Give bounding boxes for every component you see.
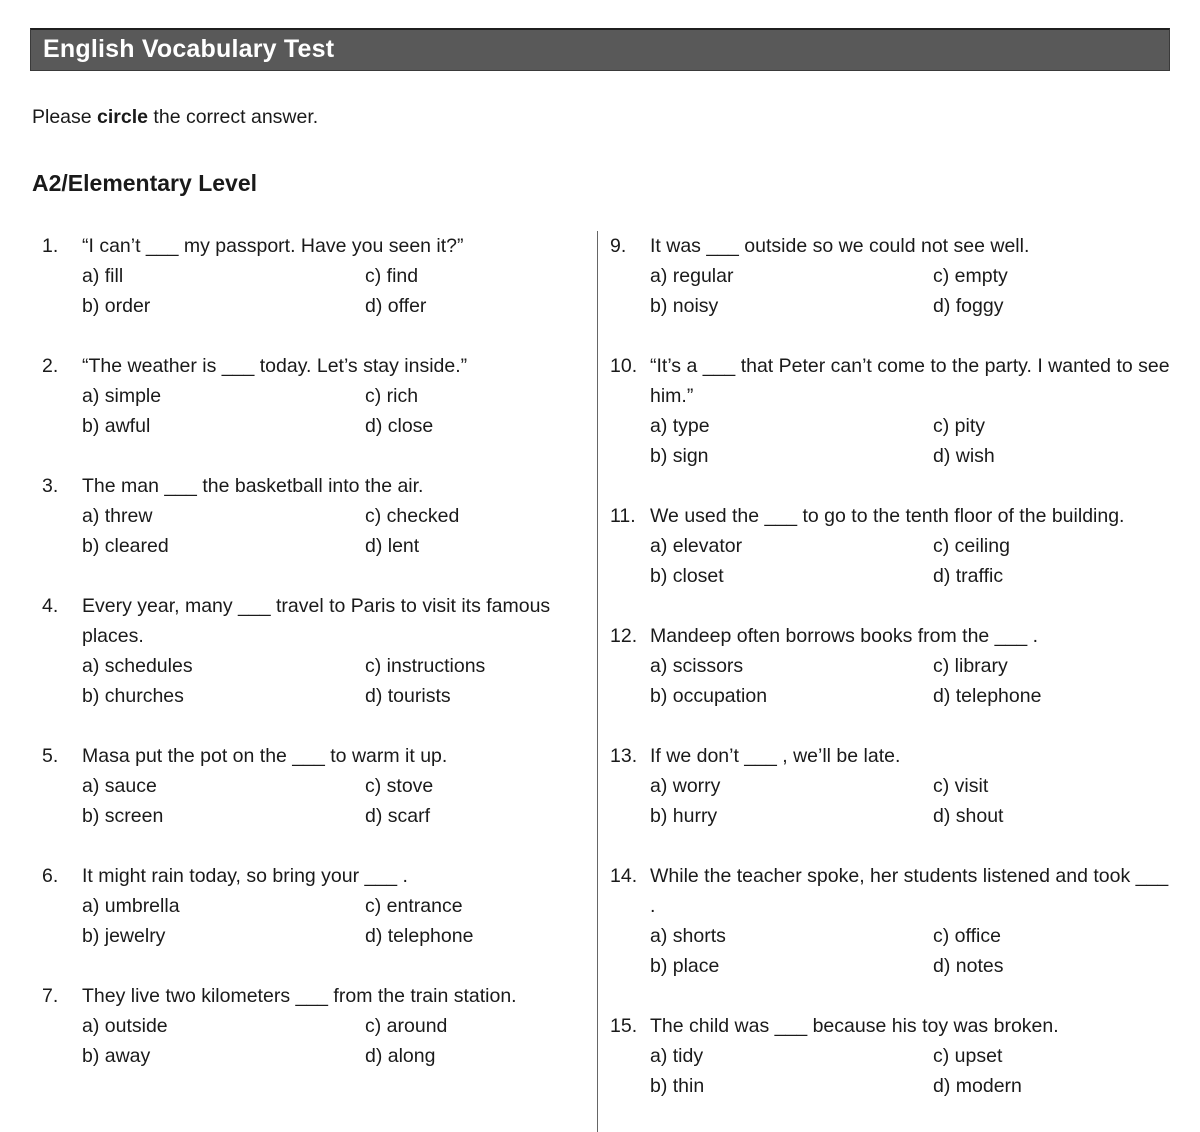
answer-options <box>650 411 1170 471</box>
question-text: “It’s a ___ that Peter can’t come to the party. I wanted to see him.” <box>650 355 1170 407</box>
answer-option[interactable]: c) upset <box>933 1045 1003 1067</box>
question <box>42 861 577 951</box>
question-text: Every year, many ___ travel to Paris to visit its famous places. <box>82 595 551 647</box>
answer-option[interactable]: b) order <box>82 295 151 317</box>
question-number: 2. <box>42 355 59 377</box>
answer-option[interactable]: a) schedules <box>82 655 193 677</box>
answer-option[interactable]: d) close <box>365 415 434 437</box>
question-number: 6. <box>42 865 59 887</box>
question-body <box>82 351 577 441</box>
answer-option[interactable]: c) visit <box>933 775 989 797</box>
answer-option[interactable]: a) sauce <box>82 775 157 797</box>
answer-options <box>82 261 577 321</box>
question-body <box>82 861 577 951</box>
answer-option[interactable]: c) office <box>933 925 1001 947</box>
question-number: 13. <box>610 745 638 767</box>
answer-option[interactable]: d) modern <box>933 1075 1022 1097</box>
answer-option[interactable]: c) entrance <box>365 895 463 917</box>
question-text: The child was ___ because his toy was broken. <box>650 1015 1059 1037</box>
questions-column-right <box>597 231 1170 1132</box>
instruction-text <box>32 105 1170 129</box>
answer-option[interactable]: b) cleared <box>82 535 169 557</box>
question <box>610 1011 1170 1101</box>
answer-option[interactable]: b) closet <box>650 565 724 587</box>
question <box>610 501 1170 591</box>
question-text: Mandeep often borrows books from the ___ . <box>650 625 1039 647</box>
question-number: 10. <box>610 355 638 377</box>
answer-options <box>82 381 577 441</box>
question-text: If we don’t ___ , we’ll be late. <box>650 745 901 767</box>
question <box>42 231 577 321</box>
answer-option[interactable]: c) instructions <box>365 655 486 677</box>
questions-column-left <box>30 231 597 1132</box>
answer-option[interactable]: a) threw <box>82 505 153 527</box>
question-number: 9. <box>610 235 627 257</box>
answer-option[interactable]: b) screen <box>82 805 164 827</box>
instruction-bold-word: circle <box>97 106 149 128</box>
answer-option[interactable]: c) rich <box>365 385 419 407</box>
question <box>610 741 1170 831</box>
question <box>610 351 1170 471</box>
question-body <box>650 231 1170 321</box>
answer-options <box>82 501 577 561</box>
answer-options <box>82 771 577 831</box>
question <box>610 231 1170 321</box>
answer-options <box>650 921 1170 981</box>
answer-option[interactable]: d) shout <box>933 805 1004 827</box>
question-text: It was ___ outside so we could not see well. <box>650 235 1030 257</box>
question-body <box>82 981 577 1071</box>
answer-option[interactable]: a) tidy <box>650 1045 704 1067</box>
question <box>610 621 1170 711</box>
answer-option[interactable]: a) fill <box>82 265 124 287</box>
answer-option[interactable]: c) find <box>365 265 419 287</box>
question-body <box>82 741 577 831</box>
answer-options <box>650 1041 1170 1101</box>
question-number: 12. <box>610 625 638 647</box>
answer-option[interactable]: c) pity <box>933 415 986 437</box>
question-text: We used the ___ to go to the tenth floor of the building. <box>650 505 1125 527</box>
answer-option[interactable]: b) sign <box>650 445 709 467</box>
question-number: 14. <box>610 865 638 887</box>
answer-option[interactable]: c) around <box>365 1015 448 1037</box>
question <box>42 471 577 561</box>
answer-option[interactable]: a) simple <box>82 385 162 407</box>
section-heading: A2/Elementary Level <box>32 170 258 196</box>
question-body <box>650 351 1170 471</box>
question-body <box>650 1011 1170 1101</box>
question-number: 15. <box>610 1015 638 1037</box>
answer-option[interactable]: d) offer <box>365 295 427 317</box>
answer-option[interactable]: a) elevator <box>650 535 743 557</box>
answer-option[interactable]: b) jewelry <box>82 925 166 947</box>
answer-option[interactable]: d) lent <box>365 535 420 557</box>
question <box>610 861 1170 981</box>
question-number: 5. <box>42 745 59 767</box>
question-body <box>650 861 1170 981</box>
answer-option[interactable]: b) thin <box>650 1075 705 1097</box>
answer-options <box>650 261 1170 321</box>
answer-option[interactable]: d) notes <box>933 955 1004 977</box>
answer-option[interactable]: a) regular <box>650 265 734 287</box>
answer-option[interactable]: b) hurry <box>650 805 718 827</box>
answer-option[interactable]: c) checked <box>365 505 460 527</box>
question-body <box>650 621 1170 711</box>
question <box>42 591 577 711</box>
answer-option[interactable]: d) scarf <box>365 805 431 827</box>
question-number: 1. <box>42 235 59 257</box>
answer-option[interactable]: d) telephone <box>933 685 1042 707</box>
question-columns <box>30 231 1170 1132</box>
answer-options <box>82 651 577 711</box>
answer-option[interactable]: d) along <box>365 1045 436 1067</box>
question <box>42 741 577 831</box>
question-number: 3. <box>42 475 59 497</box>
question-body <box>82 591 577 711</box>
answer-option[interactable]: d) telephone <box>365 925 474 947</box>
question-body <box>82 471 577 561</box>
answer-option[interactable]: b) away <box>82 1045 151 1067</box>
question-text: “I can’t ___ my passport. Have you seen it?” <box>82 235 464 257</box>
answer-option[interactable]: c) empty <box>933 265 1008 287</box>
question-text: While the teacher spoke, her students listened and took ___ . <box>650 865 1169 917</box>
question-text: “The weather is ___ today. Let’s stay inside.” <box>82 355 468 377</box>
answer-option[interactable]: b) awful <box>82 415 151 437</box>
answer-option[interactable]: d) tourists <box>365 685 451 707</box>
answer-option[interactable]: c) library <box>933 655 1008 677</box>
answer-option[interactable]: c) ceiling <box>933 535 1010 557</box>
answer-option[interactable]: a) umbrella <box>82 895 180 917</box>
answer-option[interactable]: a) shorts <box>650 925 726 947</box>
answer-option[interactable]: b) place <box>650 955 720 977</box>
answer-option[interactable]: a) scissors <box>650 655 744 677</box>
answer-option[interactable]: a) worry <box>650 775 721 797</box>
answer-option[interactable]: d) foggy <box>933 295 1004 317</box>
question-text: The man ___ the basketball into the air. <box>82 475 424 497</box>
answer-options <box>650 651 1170 711</box>
instruction-prefix: Please <box>32 106 98 128</box>
question-text: It might rain today, so bring your ___ . <box>82 865 408 887</box>
question-body <box>82 231 577 321</box>
answer-options <box>82 1011 577 1071</box>
question-text: They live two kilometers ___ from the train station. <box>82 985 517 1007</box>
question-number: 4. <box>42 595 59 617</box>
instruction-suffix: the correct answer. <box>148 106 319 128</box>
answer-option[interactable]: b) occupation <box>650 685 768 707</box>
answer-option[interactable]: b) churches <box>82 685 184 707</box>
answer-option[interactable]: c) stove <box>365 775 434 797</box>
document-title: English Vocabulary Test <box>43 35 335 63</box>
answer-options <box>650 771 1170 831</box>
question-number: 7. <box>42 985 59 1007</box>
answer-option[interactable]: a) outside <box>82 1015 168 1037</box>
answer-option[interactable]: b) noisy <box>650 295 719 317</box>
question-body <box>650 741 1170 831</box>
answer-option[interactable]: d) wish <box>933 445 995 467</box>
question-text: Masa put the pot on the ___ to warm it up. <box>82 745 448 767</box>
question-number: 11. <box>610 505 636 527</box>
document-title-bar <box>30 28 1170 71</box>
answer-option[interactable]: a) type <box>650 415 710 437</box>
question-body <box>650 501 1170 591</box>
question <box>42 981 577 1071</box>
answer-options <box>650 531 1170 591</box>
question <box>42 351 577 441</box>
answer-options <box>82 891 577 951</box>
answer-option[interactable]: d) traffic <box>933 565 1004 587</box>
